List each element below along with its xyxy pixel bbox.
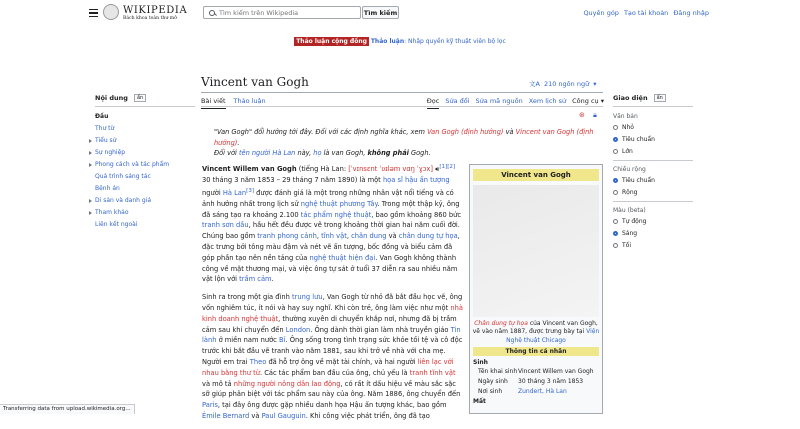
caption-link[interactable]: Chân dung tự họa [474,320,528,327]
radio-label: Tự động [622,218,647,225]
body-link[interactable]: nghệ thuật hiện đại [309,253,376,262]
radio-selected-icon [613,137,618,142]
body-text: , có rất ít dấu hiệu về màu sắc sặc sỡ giúp phân biệt với tác phẩm sau này của ông. Năm 1886, ông chuyển đến [202,379,461,399]
infobox-value-link[interactable]: Zundert, Hà Lan [518,388,567,396]
self-portrait-image[interactable] [473,185,599,317]
featured-article-icon[interactable]: ⊛ [579,111,585,119]
hatnote-emphasis: không phải [367,149,409,157]
search-box [203,6,361,19]
radio-icon [613,149,618,154]
radio-color-light[interactable] [613,230,693,237]
death-section: Mất [473,398,486,406]
body-link[interactable]: nhà kinh doanh nghệ thuật [202,304,463,323]
hatnote [214,127,604,159]
body-text: . Khi công việc phát triển, ông đã tạo [305,412,430,420]
radio-width-standard[interactable] [613,177,693,184]
translate-icon: 文A [529,80,540,88]
infobox-value: Vincent Willem van Gogh [518,368,594,376]
toc-hide-button[interactable]: ẩn [134,94,146,102]
body-text: người [202,189,223,198]
status-bar: Transferring data from upload.wikimedia.org... [0,404,135,414]
infobox-value: 30 tháng 3 năm 1853 [518,378,584,386]
body-link[interactable]: Émile Bernard [202,412,250,420]
radio-label: Tối [622,242,632,249]
chevron-down-icon: ▾ [593,79,597,88]
body-text: 30 tháng 3 năm 1853 – 29 tháng 7 năm 1890) là một [202,176,383,185]
infobox-row [473,368,599,376]
infobox-caption [472,320,600,345]
tab-article[interactable]: Bài viết [201,97,226,109]
body-text: đã hỗ trợ ông về mặt tài chính, và hai người [266,358,418,367]
radio-icon [613,125,618,130]
protection-lock-icon[interactable]: 🔒︎ [593,111,597,119]
page-title: Vincent van Gogh [201,75,309,89]
infobox [469,164,603,414]
create-account-link[interactable]: Tạo tài khoản [623,9,669,17]
body-link[interactable]: nghệ thuật phương Tây [300,199,378,208]
caption-text: của Vincent van Gogh, vẽ vào năm 1887, được trưng bày tại [472,320,598,336]
radio-color-auto[interactable] [613,218,693,225]
infobox-section-header: Thông tin cá nhân [473,347,599,356]
radio-icon [613,243,618,248]
title-divider [201,92,603,93]
infobox-key: Nơi sinh [478,388,503,396]
body-link[interactable]: những người nông dân lao động [233,379,341,388]
body-link[interactable]: tranh tĩnh vật [409,368,456,377]
group-divider [613,201,693,202]
body-text: (tiếng Hà Lan: [296,165,349,174]
search-input[interactable] [219,9,359,17]
radio-label: Rộng [622,189,638,196]
infobox-title: Vincent van Gogh [473,169,599,181]
body-link[interactable]: tĩnh vật [321,232,347,241]
page-indicators [579,111,597,120]
speaker-icon[interactable]: 🔊︎ [435,165,440,174]
toc-item-letters[interactable]: Thư từ [95,125,115,132]
color-label: Màu (beta) [613,207,646,214]
body-link[interactable]: Paris [202,401,218,410]
body-text: . Trong một thập kỷ, ông đã sáng tạo ra khoảng 2.100 [202,199,460,219]
toc-item-external-links[interactable]: Liên kết ngoài [95,221,138,228]
infobox-key: Ngày sinh [478,378,508,386]
body-link[interactable]: Tin lành [202,325,461,345]
hatnote-text: Gogh. [408,149,431,157]
hatnote-link[interactable]: Vincent van Gogh (định hướng) [214,128,594,147]
text-size-label: Văn bản [613,113,638,120]
body-link[interactable]: tranh sơn dầu [202,221,249,230]
radio-icon [613,219,618,224]
tab-talk[interactable]: Thảo luận [233,97,266,105]
radio-color-dark[interactable] [613,242,693,249]
body-link[interactable]: họa sĩ hậu ấn tượng [382,176,450,185]
view-tabs [427,97,604,109]
tools-label: Công cụ [572,97,599,105]
radio-text-standard[interactable] [613,136,693,143]
body-link[interactable]: Theo [249,358,267,367]
body-text: , tại đây ông được gặp nhiều danh họa Hậu ấn tượng khác, bao gồm [217,401,447,410]
infobox-key: Tên khai sinh [478,368,518,376]
body-link[interactable]: tác phẩm nghệ thuật [300,210,372,219]
appearance-hide-button[interactable]: ẩn [654,94,666,102]
radio-text-small[interactable] [613,124,693,131]
appearance-panel [613,94,693,254]
reference-link[interactable]: [1][2] [439,164,456,170]
hatnote-text: và [503,128,516,136]
body-text: và [386,232,399,241]
article-body [202,162,464,429]
toc-item-style[interactable]: Phong cách và tác phẩm [95,161,195,168]
body-link[interactable]: trung lưu [292,293,323,302]
body-link[interactable]: trầm cảm [239,275,272,284]
chevron-down-icon: ▾ [600,97,604,105]
hatnote-text: . [237,138,240,147]
hatnote-link[interactable]: Van Gogh (định hướng) [427,128,504,136]
radio-label: Tiêu chuẩn [622,136,655,143]
hatnote-text: Đối với [214,149,239,157]
radio-label: Lớn [622,148,633,155]
body-text: được đánh giá là một trong những nhân vật nổi tiếng và có ảnh hưởng nhất trong lịch sử [202,189,454,208]
main-menu-icon[interactable] [89,9,98,17]
radio-width-wide[interactable] [613,189,693,196]
body-link[interactable]: Paul Gauguin [261,412,306,420]
body-link[interactable]: London [285,325,311,334]
body-text: . Van Gogh không thành công về mặt thương mại, và việc ông tự sát ở tuổi 37 diễn ra sau nhiều năm vật lộn với [202,253,458,284]
appearance-header [613,94,693,107]
body-text: , đặc trưng bởi tông màu đậm và nét vẽ ấn tượng, bốc đồng và biểu cảm đã góp phần tạo nên nền tảng của [202,232,460,262]
body-text: . Ông sống trong tình trạng sức khỏe tồi tệ và cô độc trước khi bắt đầu vẽ tranh vào năm 1881, sau khi trở về nhà với cha mẹ. Người em trai [202,336,463,367]
body-link[interactable]: Hà Lan [222,189,247,198]
body-text: và mô tả [202,379,234,388]
logo-tagline: Bách khoa toàn thư mở [123,16,177,21]
hatnote-line [214,127,604,148]
body-text: và [249,412,262,420]
hatnote-link[interactable]: tên người Hà Lan [238,149,296,157]
caption-link[interactable]: Viện Nghệ thuật Chicago [506,328,600,344]
toc-item-illness[interactable]: Bệnh án [95,185,120,192]
wikipedia-globe-icon[interactable] [103,4,119,20]
body-text: Sinh ra trong một gia đình [202,293,292,302]
body-link[interactable]: tranh phong cảnh [257,232,317,241]
donate-link[interactable]: Quyên góp [583,9,619,17]
toc-title: Nội dung [95,94,128,102]
search-icon [209,10,215,16]
body-text: ở miền nam nước [216,336,279,345]
logo-wordmark[interactable]: WIKIPEDIA [123,5,188,16]
hatnote-text: "Van Gogh" đổi hướng tới đây. Đối với các định nghĩa khác, xem [214,128,428,136]
body-text: , [316,232,322,241]
hatnote-text: là van Gogh, [321,149,368,157]
body-text: . Ông dành thời gian làm nhà truyền giáo [310,325,451,334]
search-button[interactable]: Tìm kiếm [362,6,399,19]
paragraph [202,292,464,422]
tab-edit[interactable]: Sửa đổi [445,97,470,105]
body-text: , thường xuyên di chuyển khắp nơi, nhưng đã bị trầm cảm sau khi chuyển đến [202,314,457,334]
toc-item-process[interactable]: Quá trình sáng tác [95,173,151,180]
login-link[interactable]: Đăng nhập [673,9,709,17]
radio-selected-icon [613,178,618,183]
body-text: , [346,232,352,241]
site-notice [0,38,800,45]
toc-item-biography[interactable]: Tiểu sử [95,137,195,144]
radio-selected-icon [613,231,618,236]
site-header [0,0,800,28]
width-label: Chiều rộng [613,166,646,173]
birth-section: Sinh [473,359,488,367]
toc-header [95,94,195,107]
hatnote-line [214,148,604,159]
appearance-title: Giao diện [613,94,648,102]
language-count: 210 ngôn ngữ [543,79,590,88]
tab-read[interactable]: Đọc [427,97,440,109]
tab-history[interactable]: Xem lịch sử [528,97,567,105]
subject-name: Vincent Willem van Gogh [202,165,297,174]
body-link[interactable]: Bỉ [278,336,286,345]
tab-divider [201,106,603,107]
radio-text-large[interactable] [613,148,693,155]
body-text: . [271,275,274,284]
body-text: , hầu hết đều được vẽ trong khoảng thời gian hai năm cuối đời. Chúng bao gồm [202,221,460,241]
infobox-row [473,378,599,386]
radio-label: Tiêu chuẩn [622,177,655,184]
personal-tools [583,9,709,17]
paragraph [202,162,464,285]
toc-item-references[interactable]: Tham khảo [95,209,195,216]
group-divider [613,160,693,161]
hatnote-text: này, [295,149,314,157]
body-link[interactable]: liên lạc với nhau bằng thư từ [202,358,454,377]
hatnote-link[interactable]: họ [313,149,322,157]
tab-edit-source[interactable]: Sửa mã nguồn [475,97,523,105]
infobox-row [473,388,599,396]
namespace-tabs [201,97,266,109]
reference-link[interactable]: [3] [246,187,255,194]
toc-item-top[interactable]: Đầu [95,113,109,120]
radio-label: Nhỏ [622,124,634,131]
body-text: . Các tác phẩm ban đầu của ông, chủ yếu là [259,368,410,377]
notice-text[interactable]: : Nhập quyền kỹ thuật viên bộ lọc [404,38,506,45]
body-text: , Van Gogh từ nhỏ đã bắt đầu học vẽ, ông vốn nghiêm túc, ít nói và hay suy nghĩ. Khi còn trẻ, ông làm việc như một [202,293,463,313]
notice-label[interactable]: Thảo luận [370,38,405,45]
table-of-contents [95,94,195,233]
notice-tag[interactable]: Thảo luận cộng đồng [296,38,367,45]
body-link[interactable]: chân dung tự họa [398,232,458,241]
radio-icon [613,190,618,195]
toc-item-career[interactable]: Sự nghiệp [95,149,195,156]
language-button[interactable] [529,79,596,88]
body-link[interactable]: chân dung [351,232,387,241]
toc-item-legacy[interactable]: Di sản và danh giá [95,197,195,204]
tools-dropdown[interactable] [572,97,604,109]
body-text: , bao gồm khoảng 860 bức [371,210,462,219]
ipa-link[interactable]: [ˈvɪnsɛnt ˈʋɪləm vɑŋ ˈɣɔx] [348,165,433,174]
radio-label: Sáng [622,230,638,237]
